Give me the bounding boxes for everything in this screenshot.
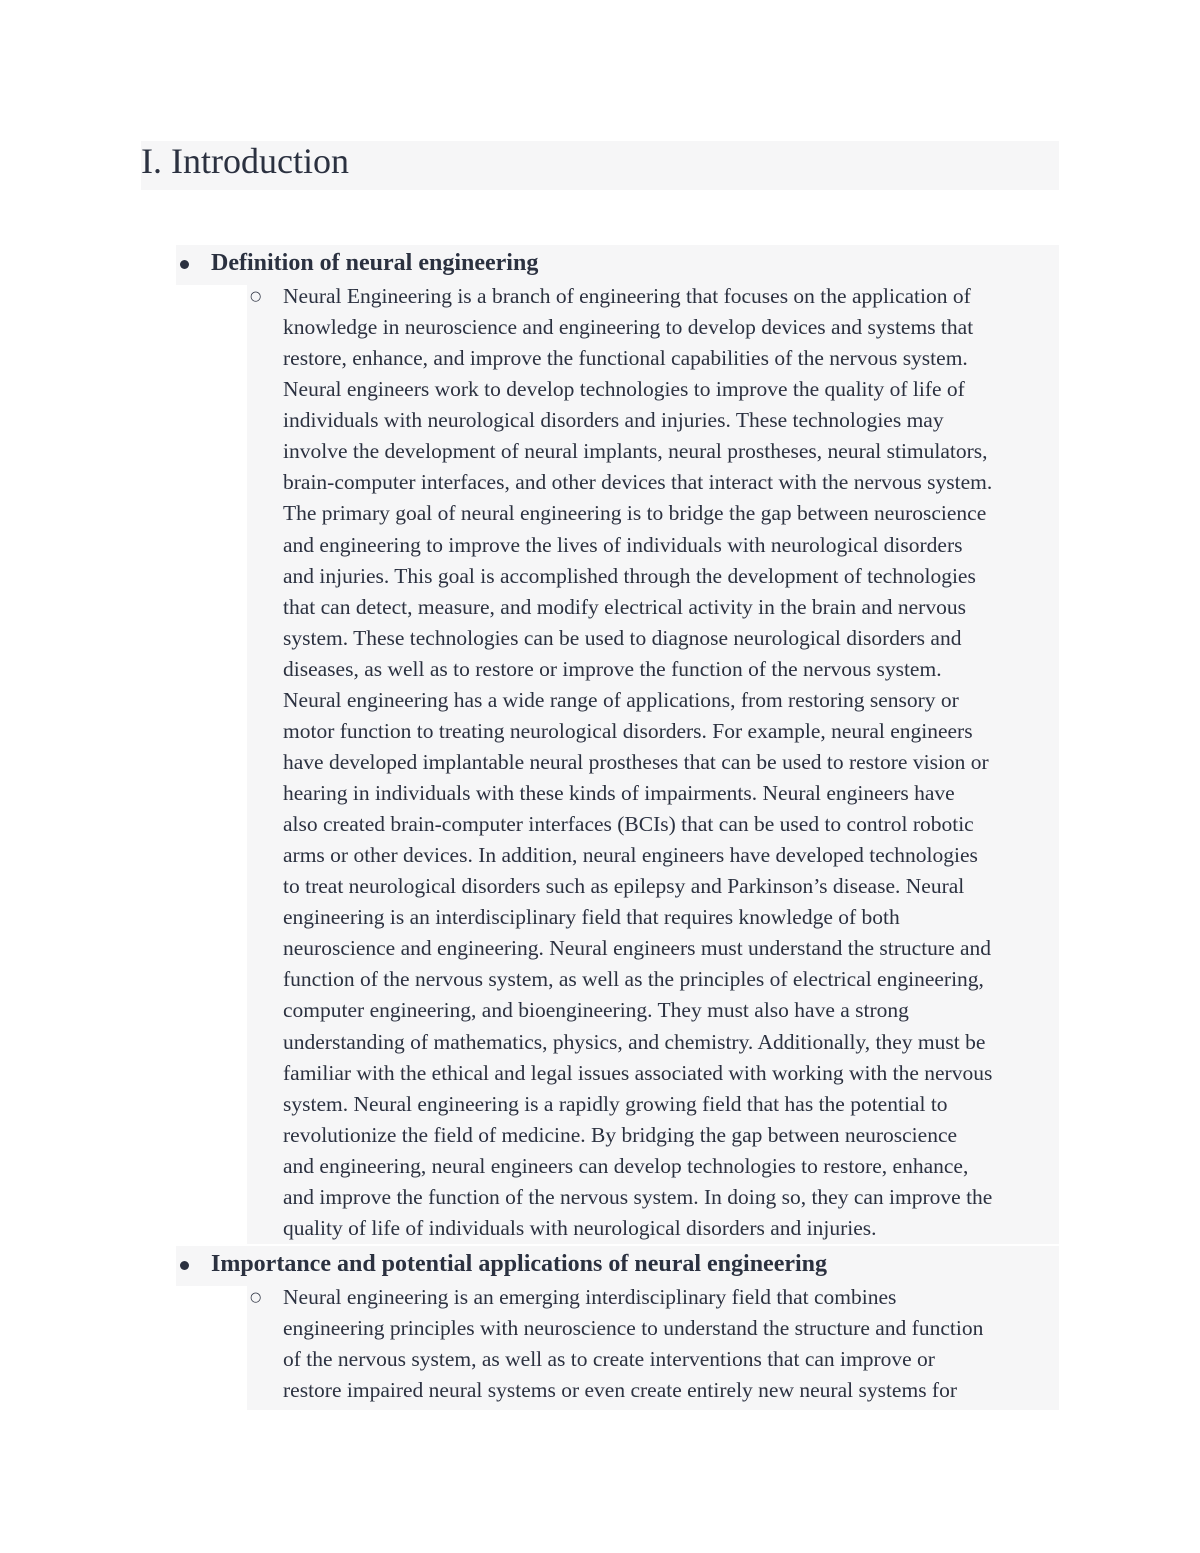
paragraph-line: system. Neural engineering is a rapidly growing field that has the potential to: [283, 1091, 948, 1116]
paragraph-line: involve the development of neural implants, neural prostheses, neural stimulators,: [283, 439, 988, 464]
paragraph-line: familiar with the ethical and legal issues associated with working with the nervous: [283, 1060, 993, 1085]
sub-bullet-icon: ○: [250, 1290, 262, 1305]
paragraph-line: also created brain-computer interfaces (BCIs) that can be used to control robotic: [283, 812, 974, 837]
importance-paragraph: [283, 1282, 983, 1406]
paragraph-line: hearing in individuals with these kinds of impairments. Neural engineers have: [283, 781, 955, 805]
paragraph-line: and engineering, neural engineers can develop technologies to restore, enhance,: [283, 1153, 969, 1178]
paragraph-line: that can detect, measure, and modify electrical activity in the brain and nervous: [283, 594, 966, 619]
paragraph-line: revolutionize the field of medicine. By bridging the gap between neuroscience: [283, 1122, 958, 1147]
paragraph-line: quality of life of individuals with neurological disorders and injuries.: [283, 1215, 877, 1240]
paragraph-line: engineering principles with neuroscience to understand the structure and function: [283, 1316, 984, 1341]
paragraph-line: have developed implantable neural prostheses that can be used to restore vision or: [283, 749, 989, 774]
paragraph-line: The primary goal of neural engineering is to bridge the gap between neuroscience: [283, 501, 987, 526]
paragraph-line: Neural engineering is an emerging interdisciplinary field that combines: [283, 1285, 897, 1309]
paragraph-line: computer engineering, and bioengineering. They must also have a strong: [283, 998, 909, 1023]
paragraph-line: diseases, as well as to restore or improve the function of the nervous system.: [283, 656, 942, 681]
paragraph-line: system. These technologies can be used to diagnose neurological disorders and: [283, 625, 962, 650]
paragraph-line: Neural Engineering is a branch of engineering that focuses on the application of: [283, 284, 971, 308]
paragraph-line: function of the nervous system, as well as the principles of electrical engineering,: [283, 967, 984, 992]
bullet-icon: [180, 260, 189, 269]
paragraph-line: arms or other devices. In addition, neural engineers have developed technologies: [283, 843, 978, 868]
section-title-definition: Definition of neural engineering: [211, 250, 539, 276]
paragraph-line: restore impaired neural systems or even create entirely new neural systems for: [283, 1378, 958, 1403]
paragraph-line: neuroscience and engineering. Neural engineers must understand the structure and: [283, 936, 992, 961]
paragraph-line: and injuries. This goal is accomplished through the development of technologies: [283, 563, 976, 588]
paragraph-line: to treat neurological disorders such as epilepsy and Parkinson’s disease. Neural: [283, 874, 965, 899]
paragraph-line: and engineering to improve the lives of individuals with neurological disorders: [283, 532, 963, 557]
paragraph-line: understanding of mathematics, physics, and chemistry. Additionally, they must be: [283, 1029, 986, 1054]
paragraph-line: brain-computer interfaces, and other devices that interact with the nervous system.: [283, 470, 993, 495]
paragraph-line: and improve the function of the nervous system. In doing so, they can improve the: [283, 1184, 993, 1209]
paragraph-line: Neural engineering has a wide range of applications, from restoring sensory or: [283, 687, 959, 712]
paragraph-line: Neural engineers work to develop technologies to improve the quality of life of: [283, 377, 965, 402]
paragraph-line: of the nervous system, as well as to create interventions that can improve or: [283, 1347, 935, 1372]
section-title-importance: Importance and potential applications of neural engineering: [211, 1251, 828, 1277]
bullet-icon: [180, 1261, 189, 1270]
paragraph-line: restore, enhance, and improve the functional capabilities of the nervous system.: [283, 346, 968, 371]
paragraph-line: knowledge in neuroscience and engineering to develop devices and systems that: [283, 315, 974, 340]
page-title: I. Introduction: [141, 141, 349, 181]
paragraph-line: engineering is an interdisciplinary field that requires knowledge of both: [283, 905, 900, 930]
paragraph-line: individuals with neurological disorders and injuries. These technologies may: [283, 408, 944, 433]
paragraph-line: motor function to treating neurological disorders. For example, neural engineers: [283, 718, 973, 743]
definition-paragraph: [283, 281, 992, 1244]
sub-bullet-icon: ○: [250, 289, 262, 304]
